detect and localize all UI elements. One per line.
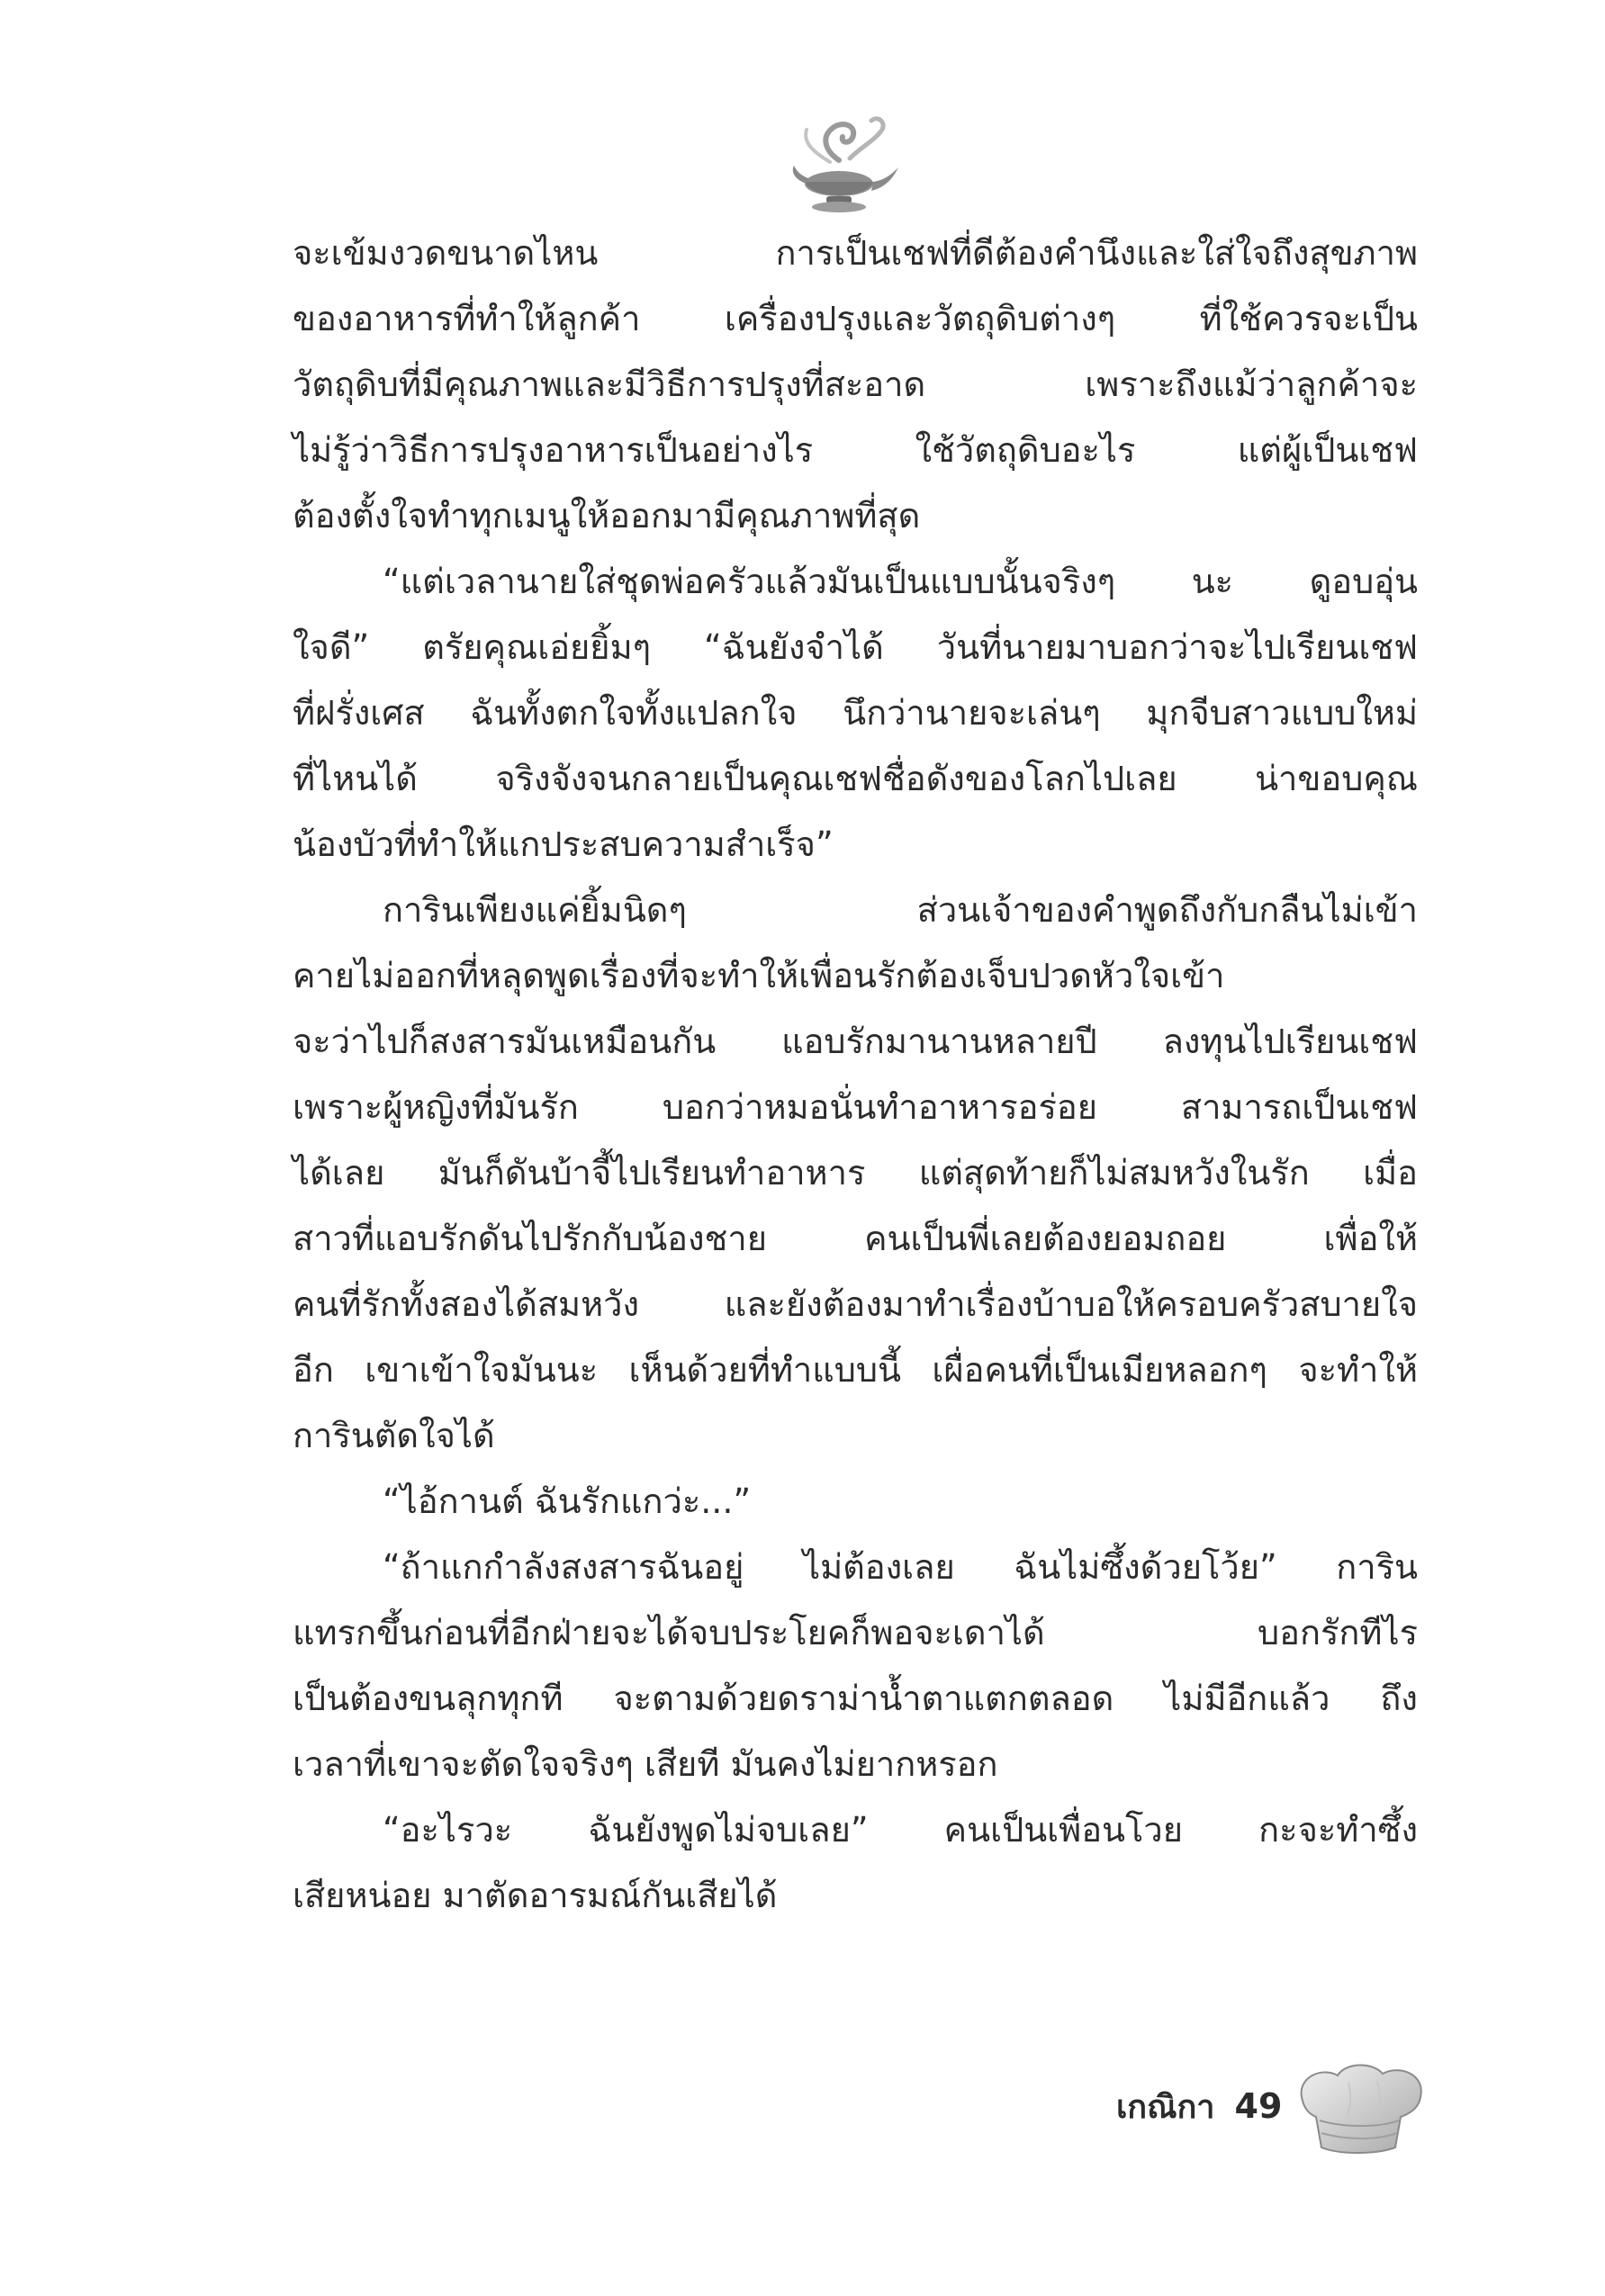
text-line: การินเพียงแค่ยิ้มนิดๆ ส่วนเจ้าของคำพูดถึงกับกลืนไม่เข้า <box>383 890 1418 930</box>
text-line: คนที่รักทั้งสองได้สมหวัง และยังต้องมาทำเรื่องบ้าบอให้ครอบครัวสบายใจ <box>293 1284 1418 1324</box>
text-line: “อะไรวะ ฉันยังพูดไม่จบเลย” คนเป็นเพื่อนโวย กะจะทำซึ้ง <box>383 1810 1418 1850</box>
text-line: เป็นต้องขนลุกทุกที จะตามด้วยดราม่าน้ำตาแตกตลอด ไม่มีอีกแล้ว ถึง <box>293 1679 1418 1718</box>
text-line: จะว่าไปก็สงสารมันเหมือนกัน แอบรักมานานหลายปี ลงทุนไปเรียนเชฟ <box>293 1022 1418 1061</box>
text-line: ต้องตั้งใจทำทุกเมนูให้ออกมามีคุณภาพที่สุด <box>293 496 921 536</box>
text-line: เพราะผู้หญิงที่มันรัก บอกว่าหมอนั่นทำอาหารอร่อย สามารถเป็นเชฟ <box>293 1087 1418 1127</box>
genie-lamp-icon <box>776 106 902 214</box>
text-line: น้องบัวที่ทำให้แกประสบความสำเร็จ” <box>293 824 834 864</box>
text-line: การินตัดใจได้ <box>293 1416 495 1455</box>
text-line: ที่ไหนได้ จริงจังจนกลายเป็นคุณเชฟชื่อดังของโลกไปเลย น่าขอบคุณ <box>293 759 1418 798</box>
text-line: “แต่เวลานายใส่ชุดพ่อครัวแล้วมันเป็นแบบนั้นจริงๆ นะ ดูอบอุ่น <box>383 562 1418 601</box>
text-line: วัตถุดิบที่มีคุณภาพและมีวิธีการปรุงที่สะอาด เพราะถึงแม้ว่าลูกค้าจะ <box>293 365 1418 404</box>
page-footer <box>1116 2070 1429 2142</box>
body-text <box>293 221 1418 1929</box>
text-line: ใจดี” ตรัยคุณเอ่ยยิ้มๆ “ฉันยังจำได้ วันที่นายมาบอกว่าจะไปเรียนเชฟ <box>293 627 1418 667</box>
text-line: สาวที่แอบรักดันไปรักกับน้องชาย คนเป็นพี่เลยต้องยอมถอย เพื่อให้ <box>293 1219 1418 1258</box>
page-number: 49 <box>1234 2086 1283 2126</box>
text-line: เสียหน่อย มาตัดอารมณ์กันเสียได้ <box>293 1876 778 1915</box>
text-line: คายไม่ออกที่หลุดพูดเรื่องที่จะทำให้เพื่อนรักต้องเจ็บปวดหัวใจเข้า <box>293 956 1225 995</box>
text-line: ที่ฝรั่งเศส ฉันทั้งตกใจทั้งแปลกใจ นึกว่านายจะเล่นๆ มุกจีบสาวแบบใหม่ <box>293 693 1418 733</box>
text-line: แทรกขึ้นก่อนที่อีกฝ่ายจะได้จบประโยคก็พอจะเดาได้ บอกรักทีไร <box>293 1613 1418 1652</box>
text-line: ของอาหารที่ทำให้ลูกค้า เครื่องปรุงและวัตถุดิบต่างๆ ที่ใช้ควรจะเป็น <box>293 299 1418 338</box>
running-title: เกณิกา <box>1116 2088 1215 2126</box>
text-line: ไม่รู้ว่าวิธีการปรุงอาหารเป็นอย่างไร ใช้วัตถุดิบอะไร แต่ผู้เป็นเชฟ <box>293 430 1418 470</box>
chef-hat-icon <box>1294 2061 1429 2160</box>
text-line: ได้เลย มันก็ดันบ้าจี้ไปเรียนทำอาหาร แต่สุดท้ายก็ไม่สมหวังในรัก เมื่อ <box>293 1153 1418 1193</box>
text-line: “ถ้าแกกำลังสงสารฉันอยู่ ไม่ต้องเลย ฉันไม่ซึ้งด้วยโว้ย” การิน <box>383 1547 1418 1587</box>
text-line: “ไอ้กานต์ ฉันรักแกว่ะ...” <box>383 1481 752 1521</box>
text-line: จะเข้มงวดขนาดไหน การเป็นเชฟที่ดีต้องคำนึงและใส่ใจถึงสุขภาพ <box>293 233 1418 273</box>
text-line: อีก เขาเข้าใจมันนะ เห็นด้วยที่ทำแบบนี้ เผื่อคนที่เป็นเมียหลอกๆ จะทำให้ <box>293 1350 1418 1390</box>
text-line: เวลาที่เขาจะตัดใจจริงๆ เสียที มันคงไม่ยากหรอก <box>293 1744 998 1784</box>
